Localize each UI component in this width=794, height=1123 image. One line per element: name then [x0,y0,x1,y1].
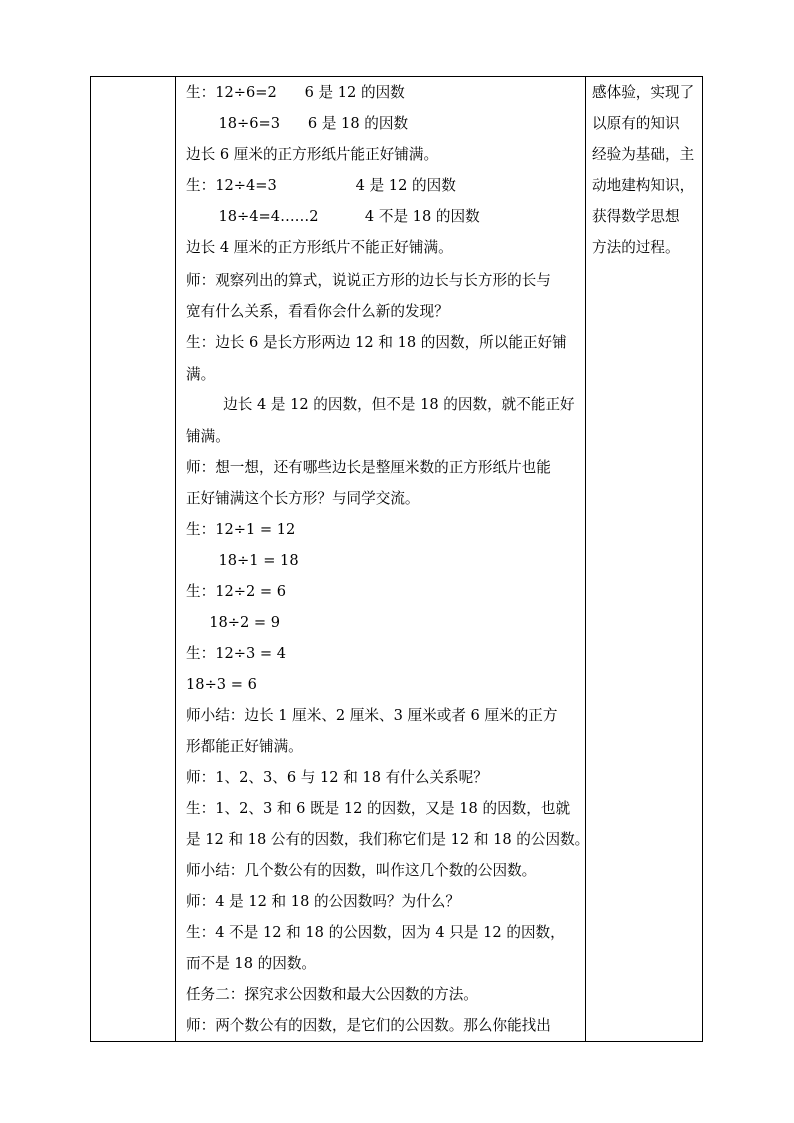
text-line: 宽有什么关系，看看你会什么新的发现？ [186,303,449,320]
text-line: 18÷6=3 6 是 18 的因数 [186,115,409,132]
text-line: 生：4 不是 12 和 18 的公因数，因为 4 只是 12 的因数， [186,924,565,941]
text-line: 生：12÷4=3 4 是 12 的因数 [186,177,456,194]
text-line: 生：1、2、3 和 6 既是 12 的因数，又是 18 的因数，也就 [186,800,571,817]
text-line: 边长 4 是 12 的因数，但不是 18 的因数，就不能正好 [186,396,575,413]
text-line: 满。 [186,366,216,383]
text-line: 18÷2 = 9 [186,614,281,631]
note-line: 感体验，实现了 [592,84,695,101]
note-line: 获得数学思想 [592,208,680,225]
text-line: 师：两个数公有的因数，是它们的公因数。那么你能找出 [186,1017,551,1034]
note-line: 经验为基础，主 [592,146,695,163]
note-line: 以原有的知识 [592,115,680,132]
text-line: 铺满。 [186,428,230,445]
text-line: 边长 6 厘米的正方形纸片能正好铺满。 [186,146,439,163]
text-line: 生：12÷2 = 6 [186,583,287,600]
text-line: 师小结：边长 1 厘米、2 厘米、3 厘米或者 6 厘米的正方 [186,707,558,724]
text-line: 生：12÷1 = 12 [186,521,296,538]
text-line: 边长 4 厘米的正方形纸片不能正好铺满。 [186,239,453,256]
column-divider-left [175,77,176,1041]
lesson-table [90,76,703,1042]
text-line: 是 12 和 18 公有的因数，我们称它们是 12 和 18 的公因数。 [186,831,590,848]
text-line: 师：观察列出的算式，说说正方形的边长与长方形的长与 [186,272,551,289]
text-line: 生：12÷6=2 6 是 12 的因数 [186,84,405,101]
text-line: 形都能正好铺满。 [186,738,303,755]
text-line: 正好铺满这个长方形？与同学交流。 [186,490,420,507]
text-line: 18÷4=4……2 4 不是 18 的因数 [186,208,480,225]
text-line: 生：12÷3 = 4 [186,645,287,662]
text-line: 而不是 18 的因数。 [186,955,317,972]
text-line: 生：边长 6 是长方形两边 12 和 18 的因数，所以能正好铺 [186,334,567,351]
note-line: 动地建构知识， [592,177,695,194]
text-line: 18÷1 = 18 [186,552,299,569]
text-line: 师：1、2、3、6 与 12 和 18 有什么关系呢？ [186,769,488,786]
text-line: 师：想一想，还有哪些边长是整厘米数的正方形纸片也能 [186,459,551,476]
text-line: 师：4 是 12 和 18 的公因数吗？为什么？ [186,893,460,910]
text-line: 任务二：探究求公因数和最大公因数的方法。 [186,986,478,1003]
column-divider-right [585,77,586,1041]
text-line: 18÷3 = 6 [186,676,257,693]
text-line: 师小结：几个数公有的因数，叫作这几个数的公因数。 [186,862,537,879]
note-line: 方法的过程。 [592,239,680,256]
